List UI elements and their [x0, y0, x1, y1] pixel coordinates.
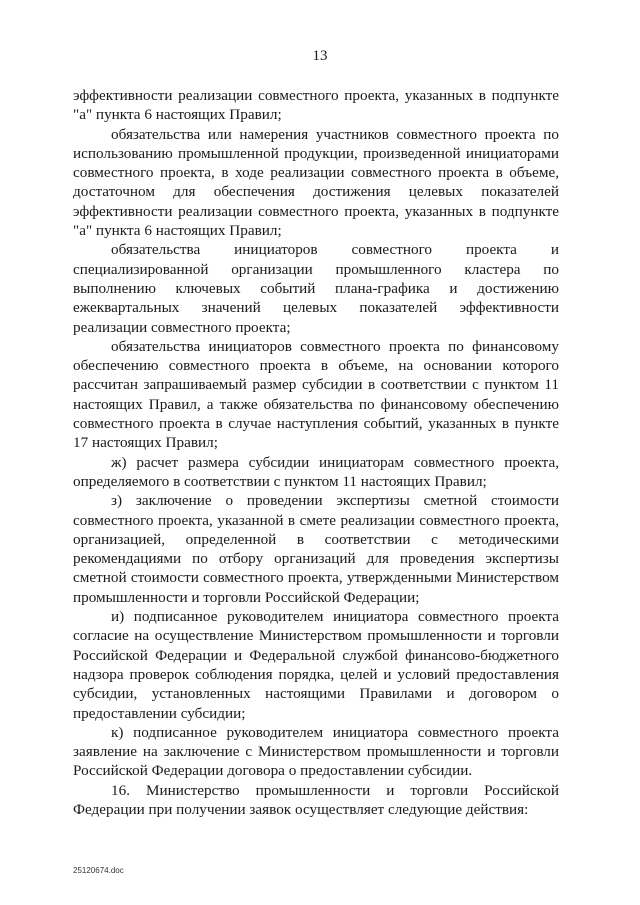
paragraph-item-zh: ж) расчет размера субсидии инициаторам совместного проекта, определяемого в соответствии с пунктом 11 настоящих Правил;: [73, 453, 559, 490]
paragraph-3: обязательства инициаторов совместного проекта и специализированной организации промышленного кластера по выполнению ключевых событий плана-графика и достижению ежеквартальных значений целевых показателей эффективности реализации совместного проекта;: [73, 241, 559, 336]
document-body: [73, 86, 559, 819]
paragraph-2: обязательства или намерения участников совместного проекта по использованию промышленной продукции, произведенной инициаторами совместного проекта, в ходе реализации совместного проекта в объеме, достаточном для обеспечения достижения целевых показателей эффективности реализации совместного проекта, указанных в подпункте "а" пункта 6 настоящих Правил;: [73, 125, 559, 240]
paragraph-4: обязательства инициаторов совместного проекта по финансовому обеспечению совместного проекта в объеме, на основании которого рассчитан запрашиваемый размер субсидии в соответствии с пунктом 11 настоящих Правил, а также обязательства по финансовому обеспечению совместного проекта в случае наступления событий, указанных в пункте 17 настоящих Правил;: [73, 337, 559, 452]
page-number: 13: [312, 48, 328, 64]
paragraph-1: эффективности реализации совместного проекта, указанных в подпункте "а" пункта 6 настоящих Правил;: [73, 87, 559, 124]
paragraph-item-z: з) заключение о проведении экспертизы сметной стоимости совместного проекта, указанной в смете реализации совместного проекта, организацией, определенной в соответствии с методическими рекомендациями по отбору организаций для проведения экспертизы сметной стоимости совместного проекта, утвержденными Министерством промышленности и торговли Российской Федерации;: [73, 492, 559, 606]
paragraph-item-i: и) подписанное руководителем инициатора совместного проекта согласие на осуществление Министерством промышленности и торговли Российской Федерации и Федеральной службой финансово-бюджетного надзора проверок соблюдения порядка, целей и условий предоставления субсидии, установленных настоящими Правилами и договором о предоставлении субсидии;: [73, 608, 559, 722]
paragraph-section-16: 16. Министерство промышленности и торговли Российской Федерации при получении заявок осуществляет следующие действия:: [73, 781, 559, 818]
footer-filename: 25120674.doc: [73, 866, 124, 875]
paragraph-item-k: к) подписанное руководителем инициатора совместного проекта заявление на заключение с Министерством промышленности и торговли Российской Федерации договора о предоставлении субсидии.: [73, 723, 559, 780]
